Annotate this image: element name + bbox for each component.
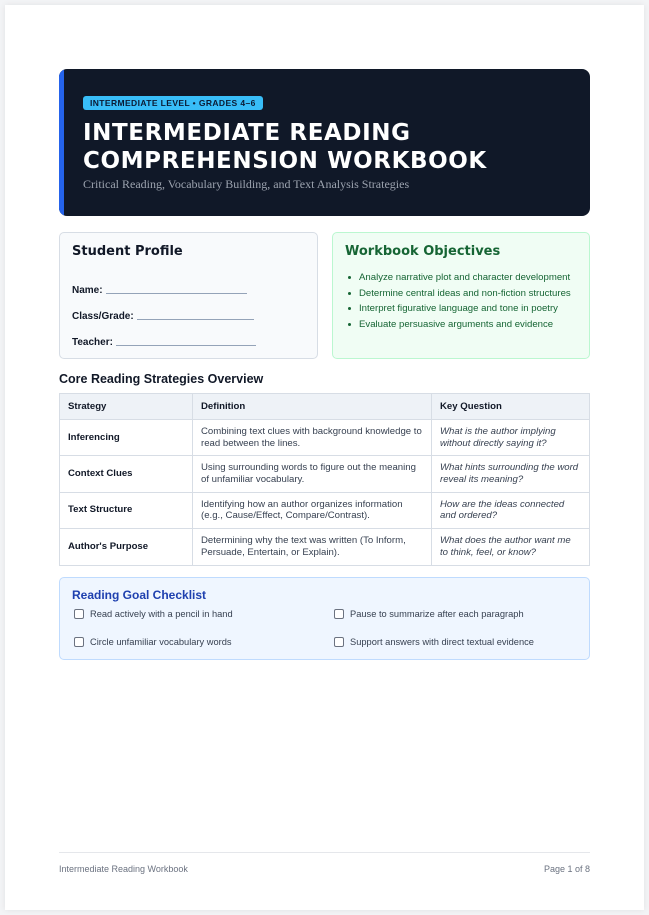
- strategies-section-title: Core Reading Strategies Overview: [59, 372, 264, 386]
- checklist-item[interactable]: [74, 637, 232, 647]
- header-strategy: Strategy: [60, 394, 193, 419]
- objective-item: Evaluate persuasive arguments and evidence: [345, 317, 571, 333]
- objectives-title: Workbook Objectives: [345, 244, 501, 259]
- student-profile-title: Student Profile: [72, 244, 183, 259]
- table-row: [60, 456, 589, 492]
- strategies-table: [59, 393, 590, 566]
- question-cell: What is the author implying without directly saying it?: [440, 426, 556, 449]
- checkbox[interactable]: [74, 609, 84, 619]
- page-subtitle: Critical Reading, Vocabulary Building, and Text Analysis Strategies: [83, 177, 410, 191]
- checklist-item[interactable]: [334, 609, 524, 619]
- checklist-item-label: Support answers with direct textual evidence: [350, 637, 534, 647]
- bullet-icon: [348, 292, 351, 295]
- objective-item: Determine central ideas and non-fiction structures: [345, 286, 571, 302]
- objective-item: Analyze narrative plot and character development: [345, 270, 571, 286]
- table-row: [60, 529, 589, 565]
- checkbox[interactable]: [334, 609, 344, 619]
- title-line-1: INTERMEDIATE READING: [83, 120, 411, 146]
- definition-cell: Combining text clues with background knowledge to read between the lines.: [193, 420, 432, 455]
- table-row: [60, 493, 589, 529]
- page-number: Page 1 of 8: [543, 864, 590, 874]
- objectives-list: [345, 270, 571, 332]
- strategy-cell: Context Clues: [60, 456, 193, 491]
- checklist-item-label: Circle unfamiliar vocabulary words: [90, 637, 232, 647]
- question-cell: How are the ideas connected and ordered?: [440, 498, 565, 522]
- checkbox[interactable]: [74, 637, 84, 647]
- class-grade-input-line[interactable]: [137, 319, 254, 320]
- student-profile-card: [59, 232, 318, 359]
- header-accent-bar: [59, 69, 64, 216]
- definition-cell: Identifying how an author organizes information (e.g., Cause/Effect, Compare/Contrast).: [193, 493, 432, 528]
- definition-cell: Using surrounding words to figure out the meaning of unfamiliar vocabulary.: [193, 456, 432, 491]
- strategy-cell: Text Structure: [60, 493, 193, 528]
- footer-title: Intermediate Reading Workbook: [59, 864, 188, 874]
- name-field[interactable]: [72, 282, 247, 296]
- bullet-icon: [348, 307, 351, 310]
- header-definition: Definition: [193, 394, 432, 419]
- table-row: [60, 420, 589, 456]
- teacher-label: Teacher:: [72, 337, 113, 348]
- header-banner: [59, 69, 590, 216]
- name-input-line[interactable]: [106, 293, 247, 294]
- checklist-item-label: Pause to summarize after each paragraph: [350, 609, 524, 619]
- footer-divider: [59, 852, 590, 853]
- name-label: Name:: [72, 285, 103, 296]
- objective-item: Interpret figurative language and tone in poetry: [345, 301, 571, 317]
- page-title: [83, 119, 563, 175]
- bullet-icon: [348, 276, 351, 279]
- table-header-row: [60, 394, 589, 420]
- checklist-item-label: Read actively with a pencil in hand: [90, 609, 233, 619]
- strategy-cell: Author's Purpose: [60, 529, 193, 565]
- teacher-input-line[interactable]: [116, 345, 256, 346]
- checklist-item[interactable]: [74, 609, 233, 619]
- definition-cell: Determining why the text was written (To Inform, Persuade, Entertain, or Explain).: [193, 529, 432, 565]
- bullet-icon: [348, 323, 351, 326]
- level-badge: INTERMEDIATE LEVEL • GRADES 4–6: [83, 96, 263, 110]
- class-grade-label: Class/Grade:: [72, 311, 134, 322]
- checklist-item[interactable]: [334, 637, 534, 647]
- title-line-2: COMPREHENSION WORKBOOK: [83, 148, 487, 174]
- strategy-cell: Inferencing: [60, 420, 193, 455]
- class-grade-field[interactable]: [72, 308, 254, 322]
- teacher-field[interactable]: [72, 334, 256, 348]
- header-key-question: Key Question: [440, 401, 502, 412]
- question-cell: What hints surrounding the word reveal its meaning?: [440, 462, 579, 485]
- workbook-objectives-card: [332, 232, 590, 359]
- checkbox[interactable]: [334, 637, 344, 647]
- checklist-title: Reading Goal Checklist: [72, 588, 207, 602]
- reading-goal-checklist: [59, 577, 590, 660]
- question-cell: What does the author want me to think, feel, or know?: [440, 535, 571, 558]
- workbook-page: [5, 5, 644, 910]
